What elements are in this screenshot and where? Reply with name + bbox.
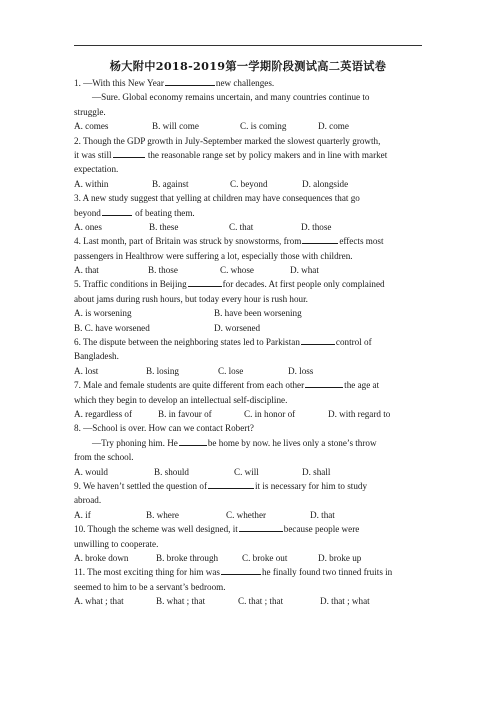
question-4: 4. Last month, part of Britain was struck by snowstorms, from effects most: [74, 236, 384, 247]
question-5: 5. Traffic conditions in Beijing for decades. At first people only complained: [74, 279, 385, 290]
question-line: —Try phoning him. He be home by now. he lives only a stone’s throw: [92, 437, 377, 448]
question-10: 10. Though the scheme was well designed, it because people were: [74, 524, 360, 535]
answer-blank: [188, 277, 222, 287]
question-7: 7. Male and female students are quite different from each other the age at: [74, 380, 380, 391]
question-line: struggle.: [74, 106, 106, 117]
question-line: it was still the reasonable range set by policy makers and in line with market: [74, 149, 388, 160]
answer-blank: [208, 479, 254, 489]
options-row: A. within B. against C. beyond D. alongside: [74, 178, 349, 189]
question-line: passengers in Healthrow were suffering a lot, especially those with children.: [74, 250, 353, 261]
options-row: A. if B. where C. whether D. that: [74, 509, 335, 520]
options-row: A. ones B. these C. that D. those: [74, 221, 332, 232]
header-rule: [74, 45, 422, 46]
question-line: expectation.: [74, 164, 119, 175]
question-1: 1. —With this New Year new challenges.: [74, 78, 275, 88]
question-line: beyond of beating them.: [74, 207, 195, 218]
options-row: A. broke down B. broke through C. broke out D. broke up: [74, 552, 362, 563]
options-row: A. is worsening B. have been worsening: [74, 308, 302, 319]
answer-blank: [301, 335, 335, 345]
question-line: seemed to him to be a servant’s bedroom.: [74, 581, 226, 592]
question-line: unwilling to cooperate.: [74, 538, 159, 549]
options-row: A. comes B. will come C. is coming D. come: [74, 121, 349, 132]
answer-blank: [239, 522, 283, 532]
question-11: 11. The most exciting thing for him was he finally found two tinned fruits in: [74, 567, 393, 578]
question-line: from the school.: [74, 452, 134, 463]
options-row: A. lost B. losing C. lose D. loss: [74, 365, 314, 376]
question-line: abroad.: [74, 495, 102, 506]
question-line: which they begin to develop an intellectual self-discipline.: [74, 394, 288, 405]
question-line: Bangladesh.: [74, 351, 119, 362]
question-list: [74, 76, 424, 608]
question-line: about jams during rush hours, but today every hour is rush hour.: [74, 293, 308, 304]
question-line: —Sure. Global economy remains uncertain, and many countries continue to: [92, 92, 370, 103]
answer-blank: [102, 206, 132, 216]
options-row: A. that B. those C. whose D. what: [74, 265, 319, 276]
answer-blank: [221, 565, 261, 575]
answer-blank: [305, 378, 343, 388]
answer-blank: [302, 234, 338, 244]
answer-blank: [179, 436, 207, 446]
question-8: 8. —School is over. How can we contact Robert?: [74, 423, 254, 434]
answer-blank: [113, 148, 145, 158]
exam-title: 杨大附中2018-2019第一学期阶段测试高二英语试卷: [109, 59, 387, 73]
question-3: 3. A new study suggest that yelling at children may have consequences that go: [74, 193, 360, 204]
answer-blank: [165, 76, 215, 86]
question-2: 2. Though the GDP growth in July-September marked the slowest quarterly growth,: [74, 135, 381, 146]
question-9: 9. We haven’t settled the question of it is necessary for him to study: [74, 480, 368, 491]
options-row: A. would B. should C. will D. shall: [74, 466, 331, 477]
options-row: A. regardless of B. in favour of C. in honor of D. with regard to: [74, 408, 391, 419]
options-row: B. C. have worsened D. worsened: [74, 322, 261, 333]
options-row: A. what ; that B. what ; that C. that ; that D. that ; what: [74, 596, 370, 607]
question-6: 6. The dispute between the neighboring states led to Parkistan control of: [74, 337, 372, 348]
